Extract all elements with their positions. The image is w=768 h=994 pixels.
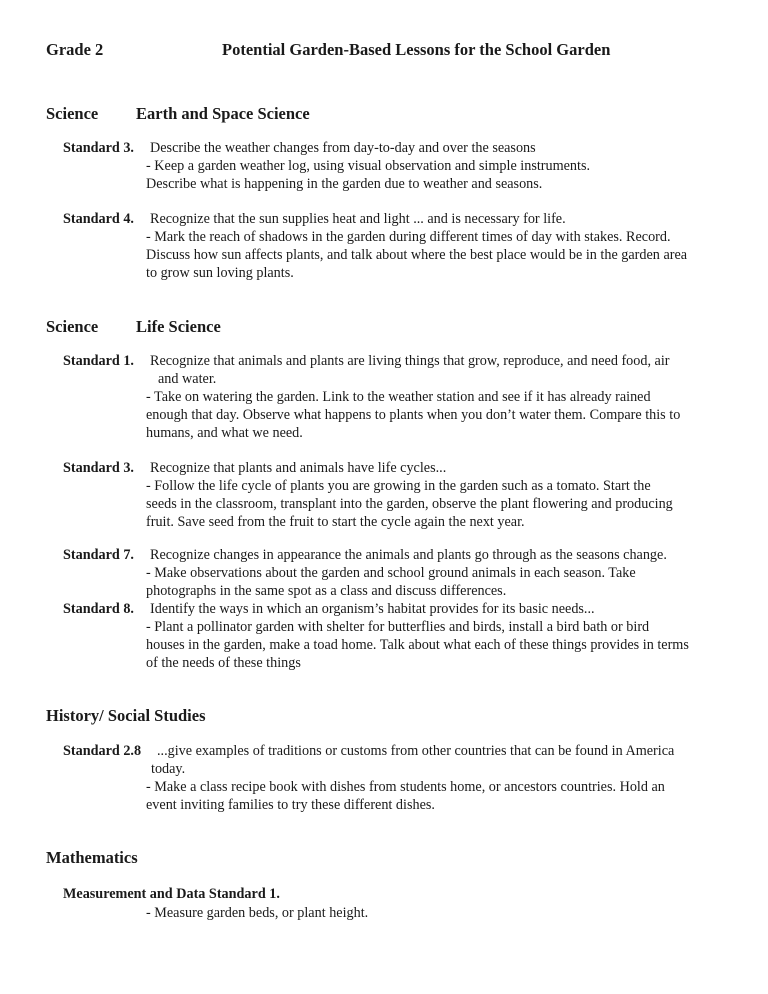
lesson-line: Describe what is happening in the garden due to weather and seasons. [146, 176, 543, 192]
standard-label: Measurement and Data Standard 1. [63, 886, 280, 902]
standard-label: Standard 4. [63, 211, 134, 227]
lesson-line: - Make a class recipe book with dishes from students home, or ancestors countries. Hold an [146, 779, 665, 795]
standard-description: ...give examples of traditions or customs from other countries that can be found in America [157, 743, 675, 759]
lesson-line: humans, and what we need. [146, 425, 303, 441]
lesson-line: Discuss how sun affects plants, and talk about where the best place would be in the garden area [146, 247, 688, 263]
lesson-line: houses in the garden, make a toad home. Talk about what each of these things provides in terms [146, 637, 689, 653]
standard-description: Recognize that plants and animals have life cycles... [150, 460, 447, 476]
standard-label: Standard 3. [63, 460, 134, 476]
lesson-line: photographs in the same spot as a class and discuss differences. [146, 583, 507, 599]
standard-description: Identify the ways in which an organism’s habitat provides for its basic needs... [150, 601, 595, 617]
lesson-line: - Make observations about the garden and school ground animals in each season. Take [146, 565, 636, 581]
page-title: Potential Garden-Based Lessons for the School Garden [222, 40, 611, 59]
lesson-line: of the needs of these things [146, 655, 301, 671]
section-topic: Earth and Space Science [136, 104, 310, 123]
lesson-line: - Keep a garden weather log, using visual observation and simple instruments. [146, 158, 591, 174]
lesson-line: event inviting families to try these different dishes. [146, 797, 435, 813]
standard-label: Standard 2.8 [63, 743, 142, 759]
standard-description-continued: and water. [158, 371, 217, 387]
lesson-line: to grow sun loving plants. [146, 265, 294, 281]
standard-description: Recognize that the sun supplies heat and light ... and is necessary for life. [150, 211, 566, 227]
section-topic: Life Science [136, 317, 221, 336]
lesson-line: - Take on watering the garden. Link to the weather station and see if it has already rained [146, 389, 651, 405]
section-subject: Science [46, 104, 99, 123]
lesson-line: seeds in the classroom, transplant into the garden, observe the plant flowering and producing [146, 496, 673, 512]
grade-label: Grade 2 [46, 40, 104, 59]
section-subject: Science [46, 317, 99, 336]
standard-description: Recognize that animals and plants are living things that grow, reproduce, and need food, air [150, 353, 670, 369]
standard-label: Standard 7. [63, 547, 134, 563]
standard-label: Standard 8. [63, 601, 134, 617]
section-subject: Mathematics [46, 848, 138, 867]
standard-description-continued: today. [151, 761, 186, 777]
standard-description: Recognize changes in appearance the animals and plants go through as the seasons change. [150, 547, 667, 563]
lesson-line: - Follow the life cycle of plants you are growing in the garden such as a tomato. Start the [146, 478, 651, 494]
standard-label: Standard 3. [63, 140, 134, 156]
standard-description: Describe the weather changes from day-to-day and over the seasons [150, 140, 536, 156]
lesson-line: - Mark the reach of shadows in the garden during different times of day with stakes. Record. [146, 229, 671, 245]
lesson-line: enough that day. Observe what happens to plants when you don’t water them. Compare this to [146, 407, 681, 423]
section-subject: History/ Social Studies [46, 706, 206, 725]
lesson-line: fruit. Save seed from the fruit to start the cycle again the next year. [146, 514, 525, 530]
lesson-line: - Measure garden beds, or plant height. [146, 905, 369, 921]
standard-label: Standard 1. [63, 353, 134, 369]
lesson-line: - Plant a pollinator garden with shelter for butterflies and birds, install a bird bath or bird [146, 619, 650, 635]
